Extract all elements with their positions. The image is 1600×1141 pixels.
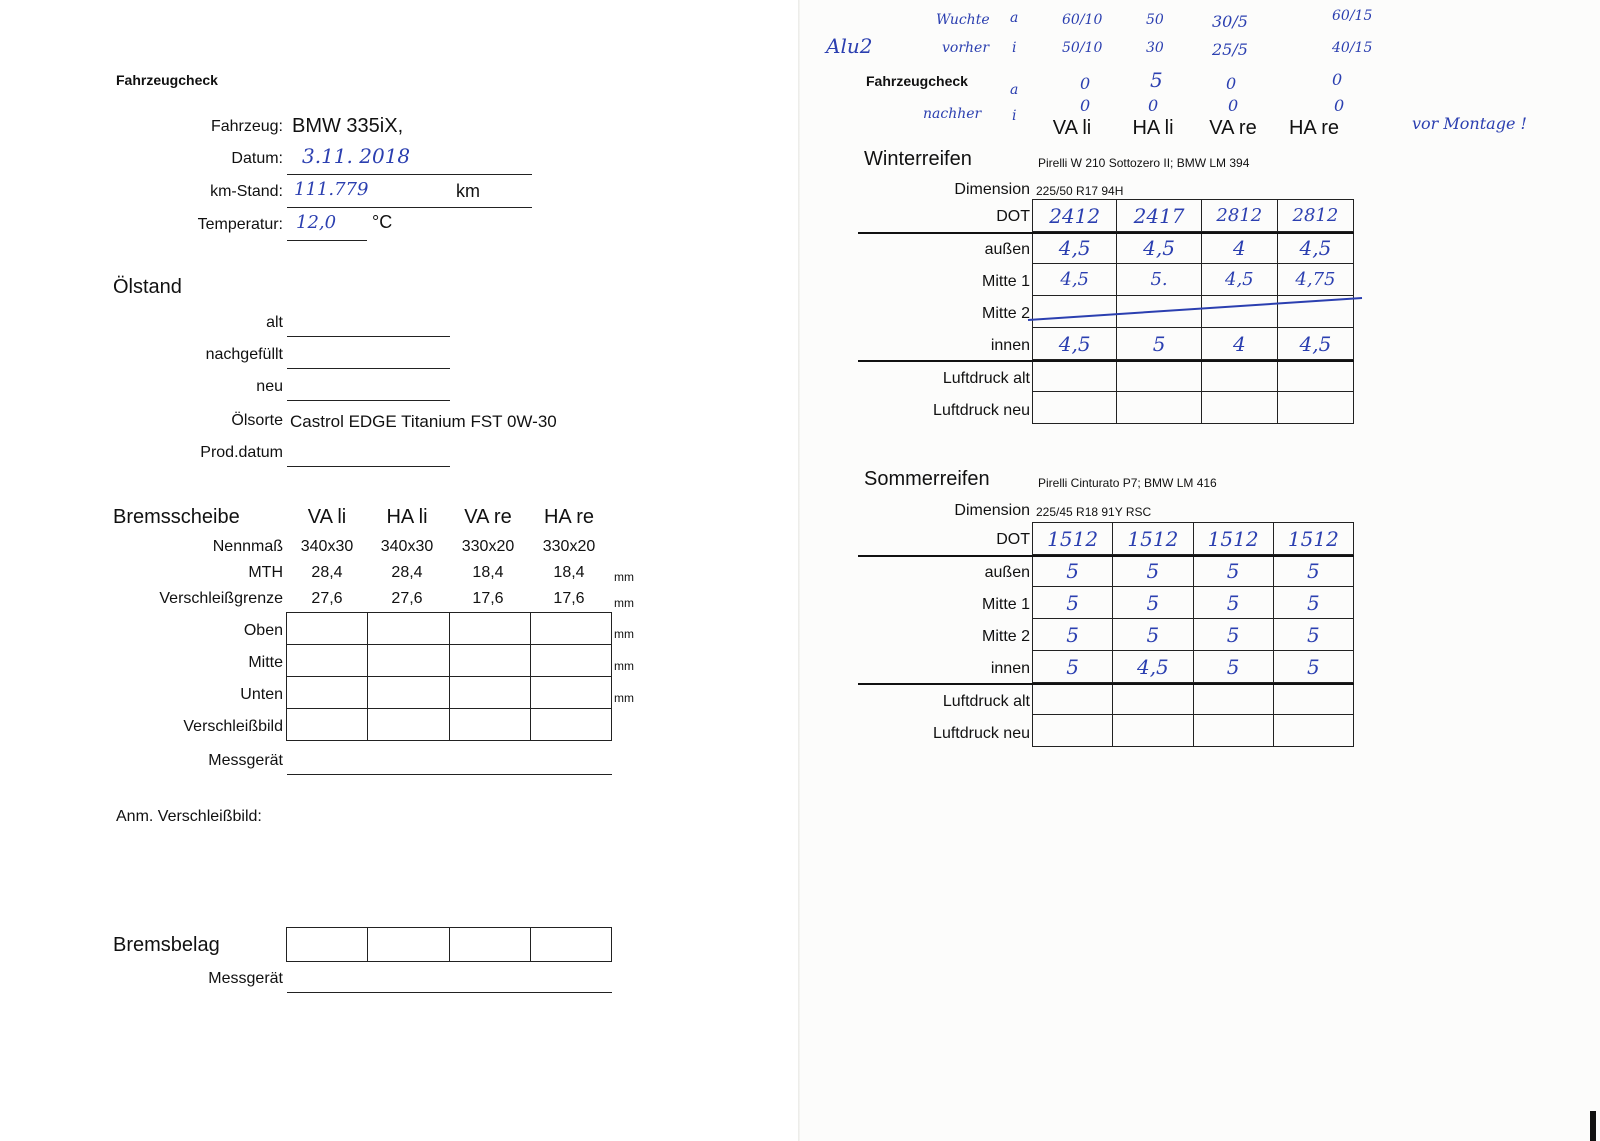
winter-header-rule: [858, 232, 1354, 234]
temp-unit: °C: [372, 212, 393, 232]
disc-row-mitte: Mitte: [248, 654, 283, 671]
brake-pad-title: Bremsbelag: [113, 934, 220, 956]
summer-mitte1-va-li[interactable]: 5: [1033, 587, 1113, 619]
mitte-unit: mm: [614, 659, 634, 673]
winter-luftdruck-neu-cell[interactable]: [1117, 392, 1201, 424]
disc-messgeraet-line: [287, 774, 612, 775]
winter-luftdruck-neu-cell[interactable]: [1201, 392, 1277, 424]
brake-disc-table: [286, 612, 612, 741]
nennmass-ha-re: 330x20: [542, 538, 596, 555]
summer-row-luftdruck-neu: Luftdruck neu: [933, 725, 1030, 742]
nachher-a-va-li: 0: [1080, 74, 1091, 93]
summer-mitte2-va-re[interactable]: 5: [1193, 619, 1273, 651]
note-vorher: vorher: [942, 40, 990, 56]
disc-row-unten: Unten: [240, 686, 283, 703]
disc-messgeraet-label: Messgerät: [208, 752, 283, 769]
grenze-va-li: 27,6: [311, 590, 343, 607]
nachher-i-va-li: 0: [1080, 96, 1091, 115]
summer-luftdruck-neu-cell[interactable]: [1033, 715, 1113, 747]
winter-innen-va-li[interactable]: 4,5: [1033, 328, 1117, 360]
oil-alt-line: [287, 336, 450, 337]
summer-dot-va-li[interactable]: 1512: [1033, 523, 1113, 555]
page-heading: Fahrzeugcheck: [116, 72, 218, 88]
mth-label: MTH: [248, 564, 283, 581]
nachher-i-va-re: 0: [1228, 96, 1239, 115]
summer-row-innen: innen: [990, 660, 1030, 677]
summer-innen-va-re[interactable]: 5: [1193, 651, 1273, 683]
temp-line: [287, 240, 367, 241]
datum-line: [287, 174, 532, 175]
col-va-li: VA li: [1052, 117, 1092, 139]
fahrzeug-label: Fahrzeug:: [210, 118, 283, 135]
summer-dimension: 225/45 R18 91Y RSC: [1036, 505, 1152, 519]
datum-label: Datum:: [231, 150, 283, 167]
wuchten-i-ha-li: 30: [1146, 40, 1164, 56]
disc-cell[interactable]: [530, 677, 611, 709]
winter-luftdruck-alt-cell[interactable]: [1201, 360, 1277, 392]
disc-row-verschleissbild: Verschleißbild: [183, 718, 283, 735]
nennmass-label: Nennmaß: [212, 538, 283, 555]
disc-cell[interactable]: [287, 613, 368, 645]
winter-dot-va-re[interactable]: 2812: [1201, 200, 1277, 232]
winter-row-aussen: außen: [984, 241, 1030, 258]
summer-luftdruck-alt-cell[interactable]: [1033, 683, 1113, 715]
note-alu: Alu2: [826, 34, 873, 58]
winter-aussen-va-li[interactable]: 4,5: [1033, 232, 1117, 264]
summer-row-luftdruck-alt: Luftdruck alt: [942, 693, 1030, 710]
oil-alt-label: alt: [266, 314, 283, 331]
winter-row-luftdruck-alt: Luftdruck alt: [942, 370, 1030, 387]
mth-ha-re: 18,4: [553, 564, 585, 581]
oil-title: Ölstand: [113, 276, 182, 298]
grenze-va-re: 17,6: [472, 590, 504, 607]
note-a-1: a: [1010, 10, 1019, 26]
nennmass-va-li: 340x30: [300, 538, 354, 555]
km-unit: km: [456, 181, 480, 201]
unten-unit: mm: [614, 691, 634, 705]
summer-row-aussen: außen: [984, 564, 1030, 581]
km-label: km-Stand:: [210, 183, 283, 200]
winter-mitte1-ha-re[interactable]: 4,75: [1277, 264, 1353, 296]
wuchten-i-ha-re: 40/15: [1332, 40, 1373, 56]
winter-innen-ha-re[interactable]: 4,5: [1277, 328, 1353, 360]
disc-col-va-re: VA re: [464, 506, 512, 528]
note-nachher: nachher: [923, 106, 982, 122]
oben-unit: mm: [614, 627, 634, 641]
winter-title: Winterreifen: [864, 148, 972, 170]
summer-row-mitte2: Mitte 2: [981, 628, 1030, 645]
nennmass-ha-li: 340x30: [380, 538, 434, 555]
disc-col-ha-re: HA re: [543, 506, 595, 528]
brake-pad-table: [286, 927, 612, 962]
winter-luftdruck-alt-cell[interactable]: [1033, 360, 1117, 392]
note-vor-montage: vor Montage !: [1412, 114, 1527, 133]
disc-cell[interactable]: [368, 709, 449, 741]
winter-luftdruck-alt-cell[interactable]: [1117, 360, 1201, 392]
oelsorte-value: Castrol EDGE Titanium FST 0W-30: [290, 412, 557, 431]
summer-luftdruck-alt-cell[interactable]: [1273, 683, 1353, 715]
nachher-a-va-re: 0: [1226, 74, 1237, 93]
proddatum-label: Prod.datum: [200, 444, 283, 461]
proddatum-line: [287, 466, 450, 467]
disc-cell[interactable]: [530, 645, 611, 677]
mth-unit: mm: [614, 570, 634, 584]
winter-mitte1-ha-li[interactable]: 5.: [1117, 264, 1201, 296]
winter-mitte1-va-li[interactable]: 4,5: [1033, 264, 1117, 296]
summer-luftdruck-neu-cell[interactable]: [1193, 715, 1273, 747]
winter-dot-ha-re[interactable]: 2812: [1277, 200, 1353, 232]
disc-cell[interactable]: [449, 613, 530, 645]
winter-row-dot: DOT: [996, 208, 1030, 225]
note-a-2: a: [1010, 82, 1019, 98]
pad-cell[interactable]: [287, 928, 368, 962]
summer-mitte1-ha-li[interactable]: 5: [1113, 587, 1193, 619]
summer-aussen-va-li[interactable]: 5: [1033, 555, 1113, 587]
winter-row-mitte2: Mitte 2: [981, 305, 1030, 322]
anm-verschleissbild: Anm. Verschleißbild:: [116, 808, 262, 825]
summer-title: Sommerreifen: [864, 468, 990, 490]
fahrzeug-value: BMW 335iX,: [292, 115, 404, 137]
grenze-unit: mm: [614, 596, 634, 610]
disc-cell[interactable]: [287, 709, 368, 741]
summer-row-dot: DOT: [996, 531, 1030, 548]
winter-mid-rule: [858, 360, 1354, 362]
disc-cell[interactable]: [287, 677, 368, 709]
note-wuchten: Wuchte: [936, 12, 990, 28]
summer-header-rule: [858, 555, 1354, 557]
summer-mitte1-ha-re[interactable]: 5: [1273, 587, 1353, 619]
summer-innen-va-li[interactable]: 5: [1033, 651, 1113, 683]
summer-spec: Pirelli Cinturato P7; BMW LM 416: [1038, 476, 1217, 490]
winter-innen-ha-li[interactable]: 5: [1117, 328, 1201, 360]
km-value: 111.779: [294, 179, 369, 200]
pad-messgeraet-line: [287, 992, 612, 993]
disc-cell[interactable]: [368, 613, 449, 645]
summer-aussen-ha-re[interactable]: 5: [1273, 555, 1353, 587]
summer-row-mitte1: Mitte 1: [981, 596, 1030, 613]
col-ha-li: HA li: [1132, 117, 1174, 139]
disc-cell[interactable]: [530, 709, 611, 741]
summer-luftdruck-alt-cell[interactable]: [1113, 683, 1193, 715]
summer-mitte2-ha-li[interactable]: 5: [1113, 619, 1193, 651]
disc-cell[interactable]: [449, 677, 530, 709]
disc-cell[interactable]: [530, 613, 611, 645]
winter-luftdruck-alt-cell[interactable]: [1277, 360, 1353, 392]
summer-dot-va-re[interactable]: 1512: [1193, 523, 1273, 555]
pad-cell[interactable]: [530, 928, 611, 962]
summer-mitte1-va-re[interactable]: 5: [1193, 587, 1273, 619]
disc-row-oben: Oben: [243, 622, 283, 639]
pad-cell[interactable]: [368, 928, 449, 962]
winter-dot-ha-li[interactable]: 2417: [1117, 200, 1201, 232]
grenze-ha-re: 17,6: [553, 590, 585, 607]
winter-aussen-ha-re[interactable]: 4,5: [1277, 232, 1353, 264]
oil-nachgefuellt-line: [287, 368, 450, 369]
disc-cell[interactable]: [368, 645, 449, 677]
note-i-2: i: [1012, 108, 1017, 124]
winter-dimension-label: Dimension: [954, 181, 1030, 198]
winter-luftdruck-neu-cell[interactable]: [1033, 392, 1117, 424]
disc-cell[interactable]: [368, 677, 449, 709]
oelsorte-label: Ölsorte: [231, 412, 283, 429]
wuchten-a-va-re: 30/5: [1212, 12, 1248, 31]
summer-aussen-va-re[interactable]: 5: [1193, 555, 1273, 587]
wuchten-i-va-re: 25/5: [1212, 40, 1248, 59]
datum-value: 3.11. 2018: [302, 144, 411, 168]
summer-dot-ha-li[interactable]: 1512: [1113, 523, 1193, 555]
nennmass-va-re: 330x20: [461, 538, 515, 555]
disc-cell[interactable]: [287, 645, 368, 677]
summer-luftdruck-neu-cell[interactable]: [1273, 715, 1353, 747]
wuchten-a-ha-re: 60/15: [1332, 8, 1373, 24]
scan-edge-mark: [1590, 1111, 1596, 1141]
nachher-i-ha-li: 0: [1148, 96, 1159, 115]
summer-innen-ha-re[interactable]: 5: [1273, 651, 1353, 683]
nachher-a-ha-re: 0: [1332, 70, 1343, 89]
winter-innen-va-re[interactable]: 4: [1201, 328, 1277, 360]
nachher-i-ha-re: 0: [1334, 96, 1345, 115]
brake-disc-title: Bremsscheibe: [113, 506, 240, 528]
note-i-1: i: [1012, 40, 1017, 56]
winter-row-innen: innen: [990, 337, 1030, 354]
grenze-label: Verschleißgrenze: [159, 590, 283, 607]
disc-cell[interactable]: [449, 645, 530, 677]
grenze-ha-li: 27,6: [391, 590, 423, 607]
summer-mitte2-va-li[interactable]: 5: [1033, 619, 1113, 651]
mth-va-re: 18,4: [472, 564, 504, 581]
winter-aussen-ha-li[interactable]: 4,5: [1117, 232, 1201, 264]
summer-innen-ha-li[interactable]: 4,5: [1113, 651, 1193, 683]
winter-mitte1-va-re[interactable]: 4,5: [1201, 264, 1277, 296]
temp-value: 12,0: [296, 212, 337, 233]
pad-cell[interactable]: [449, 928, 530, 962]
km-line: [287, 207, 532, 208]
winter-row-mitte1: Mitte 1: [981, 273, 1030, 290]
oil-nachgefuellt-label: nachgefüllt: [205, 346, 283, 363]
summer-luftdruck-alt-cell[interactable]: [1193, 683, 1273, 715]
wuchten-a-va-li: 60/10: [1062, 12, 1103, 28]
winter-row-luftdruck-neu: Luftdruck neu: [933, 402, 1030, 419]
disc-col-ha-li: HA li: [386, 506, 428, 528]
summer-mid-rule: [858, 683, 1354, 685]
wuchten-i-va-li: 50/10: [1062, 40, 1103, 56]
col-va-re: VA re: [1209, 117, 1257, 139]
disc-col-va-li: VA li: [307, 506, 347, 528]
summer-dot-ha-re[interactable]: 1512: [1273, 523, 1353, 555]
winter-aussen-va-re[interactable]: 4: [1201, 232, 1277, 264]
winter-luftdruck-neu-cell[interactable]: [1277, 392, 1353, 424]
summer-dimension-label: Dimension: [954, 502, 1030, 519]
temp-label: Temperatur:: [197, 216, 283, 233]
col-ha-re: HA re: [1288, 117, 1340, 139]
mth-ha-li: 28,4: [391, 564, 423, 581]
disc-cell[interactable]: [449, 709, 530, 741]
nachher-a-ha-li: 5: [1150, 68, 1163, 92]
wuchten-a-ha-li: 50: [1146, 12, 1164, 28]
winter-spec: Pirelli W 210 Sottozero II; BMW LM 394: [1038, 156, 1250, 170]
oil-neu-line: [287, 400, 450, 401]
winter-dot-va-li[interactable]: 2412: [1033, 200, 1117, 232]
summer-luftdruck-neu-cell[interactable]: [1113, 715, 1193, 747]
summer-mitte2-ha-re[interactable]: 5: [1273, 619, 1353, 651]
oil-neu-label: neu: [256, 378, 283, 395]
summer-aussen-ha-li[interactable]: 5: [1113, 555, 1193, 587]
winter-strike-line: [1026, 290, 1366, 330]
mth-va-li: 28,4: [311, 564, 343, 581]
right-page: [800, 0, 1600, 1141]
winter-dimension: 225/50 R17 94H: [1036, 184, 1124, 198]
pad-messgeraet-label: Messgerät: [208, 970, 283, 987]
page-heading-right: Fahrzeugcheck: [866, 73, 968, 89]
